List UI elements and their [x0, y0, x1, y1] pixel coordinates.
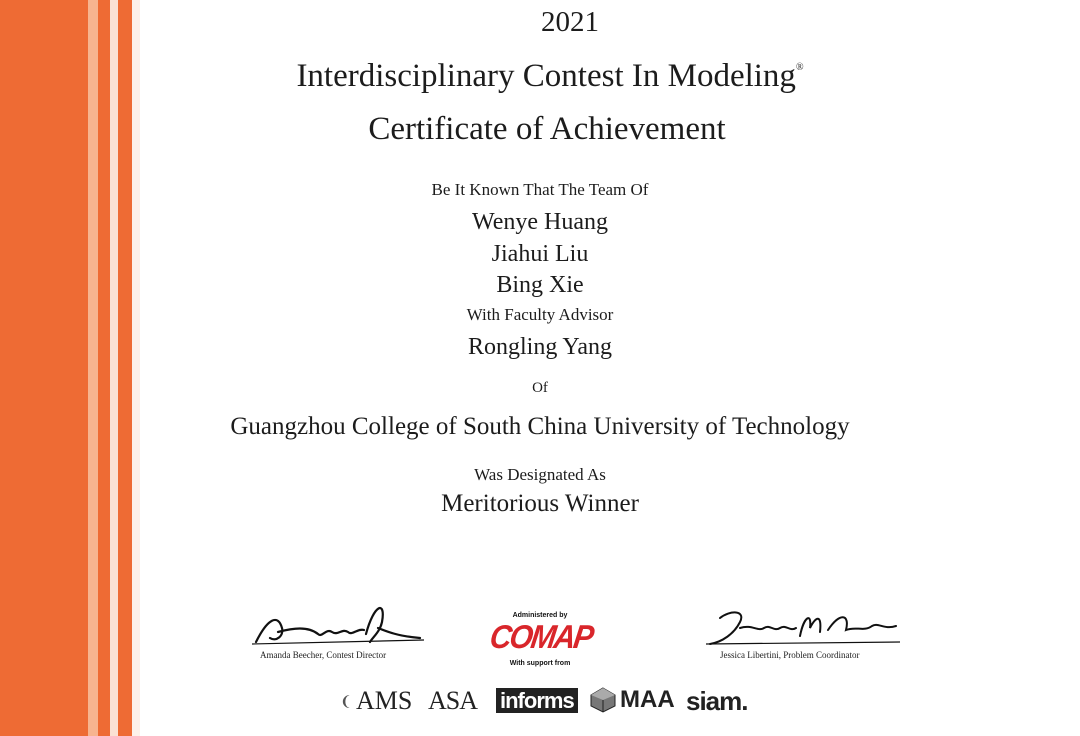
support-label: With support from: [509, 660, 571, 667]
ams-logo: ❨ AMS: [340, 686, 413, 715]
registered-mark: ®: [795, 62, 804, 73]
signature-left-graphic: [248, 598, 428, 650]
of-label: Of: [532, 380, 548, 396]
advisor-intro: With Faculty Advisor: [466, 305, 614, 324]
signature-right-graphic: [700, 606, 910, 650]
award-designation: Meritorious Winner: [441, 490, 639, 517]
informs-logo: informs: [496, 688, 578, 714]
signature-left: [248, 598, 428, 668]
signature-right: [700, 606, 910, 668]
institution-name: Guangzhou College of South China University of Technology: [230, 413, 850, 440]
contest-name: Interdisciplinary Contest In Modeling: [296, 58, 796, 94]
ams-mark-icon: ❨: [340, 693, 352, 709]
designation-intro: Was Designated As: [474, 465, 606, 484]
contest-name-line: [0, 58, 1080, 95]
administered-label: Administered by: [512, 612, 568, 619]
signature-right-caption: Jessica Libertini, Problem Coordinator: [720, 650, 860, 660]
maa-logo: MAA: [590, 686, 675, 714]
team-member: Jiahui Liu: [491, 241, 589, 267]
team-intro: Be It Known That The Team Of: [431, 180, 649, 199]
signature-left-caption: Amanda Beecher, Contest Director: [260, 650, 387, 660]
maa-polyhedron-icon: [590, 687, 616, 713]
certificate-year: 2021: [541, 6, 599, 38]
faculty-advisor: Rongling Yang: [467, 334, 613, 360]
siam-logo: siam.: [686, 686, 748, 716]
certificate-title: Certificate of Achievement: [368, 111, 726, 147]
team-member: Bing Xie: [496, 272, 584, 298]
asa-logo: ASA: [428, 686, 478, 715]
team-member: Wenye Huang: [471, 209, 609, 235]
comap-logo: COMAP: [487, 619, 595, 656]
administered-block: [487, 612, 595, 667]
